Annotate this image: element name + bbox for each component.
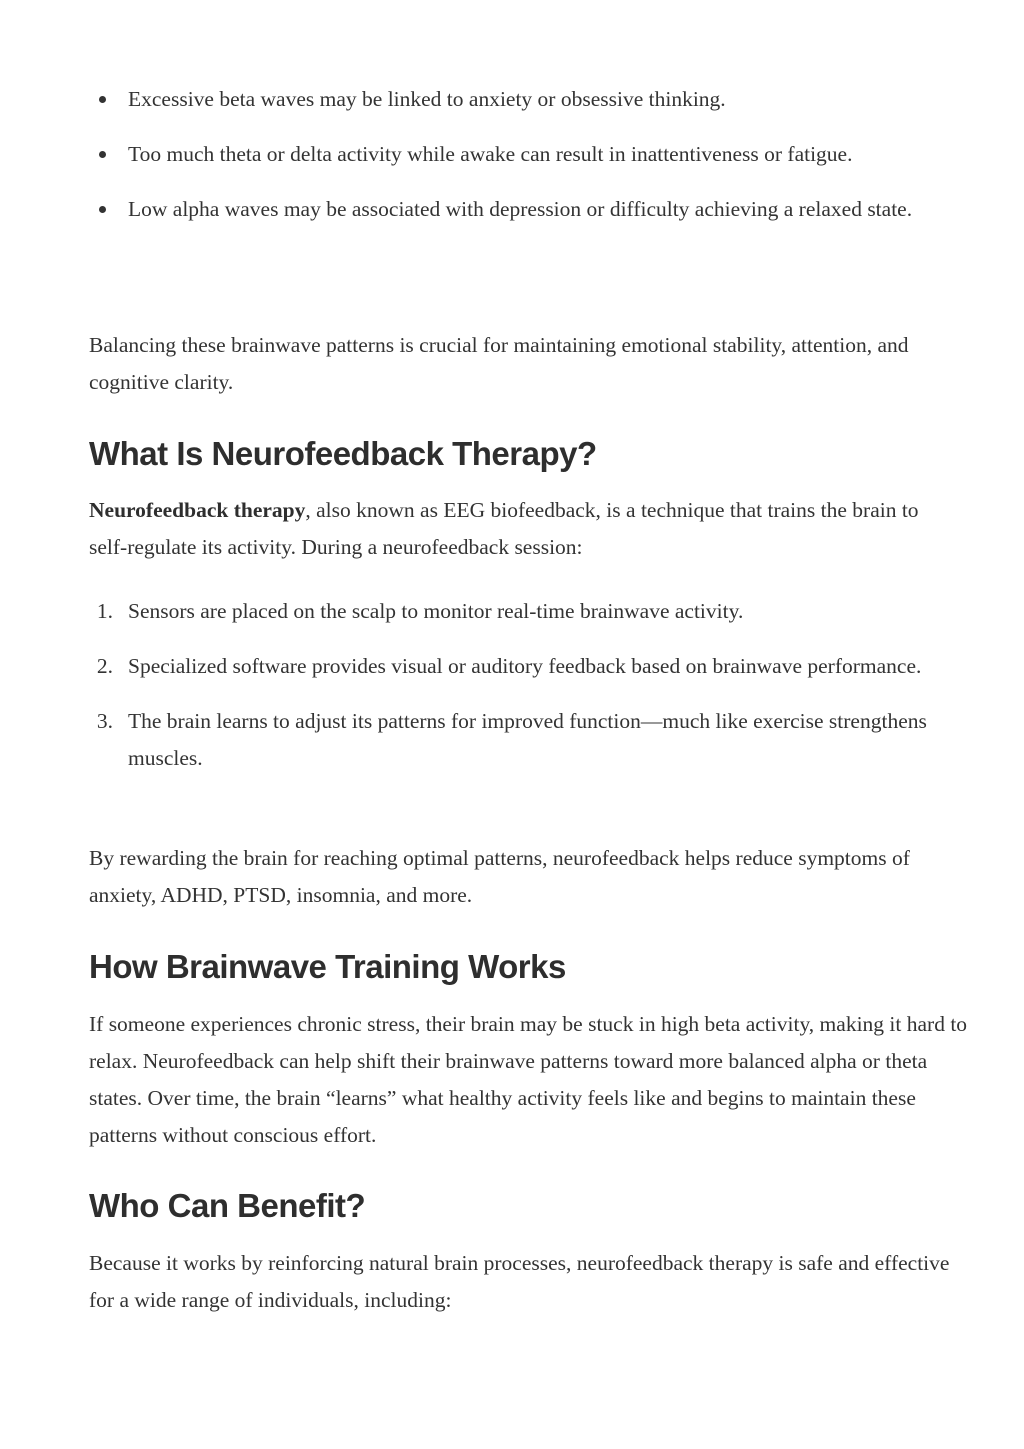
list-item xyxy=(89,703,958,777)
session-steps-list xyxy=(89,593,969,777)
neurofeedback-intro-paragraph xyxy=(89,492,959,566)
bullet-icon xyxy=(99,151,106,158)
list-item xyxy=(89,648,928,685)
section-heading-training: How Brainwave Training Works xyxy=(89,948,566,985)
list-item-text: Too much theta or delta activity while awake can result in inattentiveness or fatigue. xyxy=(128,142,853,166)
step-text: Sensors are placed on the scalp to monitor real-time brainwave activity. xyxy=(128,599,744,623)
list-item xyxy=(89,593,928,630)
step-text: The brain learns to adjust its patterns for improved function—much like exercise strengthens muscles. xyxy=(128,709,927,770)
list-item xyxy=(89,136,928,173)
list-item-text: Low alpha waves may be associated with depression or difficulty achieving a relaxed state. xyxy=(128,197,913,221)
step-number: 3. xyxy=(96,709,113,733)
neurofeedback-intro-text: , also known as EEG biofeedback, is a technique that trains the brain to self-regulate its activity. During a neurofeedback session: xyxy=(89,498,919,559)
list-item xyxy=(89,81,928,118)
step-text: Specialized software provides visual or auditory feedback based on brainwave performance. xyxy=(128,654,922,678)
list-item xyxy=(89,191,928,228)
brainwave-imbalance-list xyxy=(89,81,969,228)
neurofeedback-closing-paragraph: By rewarding the brain for reaching optimal patterns, neurofeedback helps reduce symptoms of anxiety, ADHD, PTSD, insomnia, and more. xyxy=(89,846,910,907)
bullet-icon xyxy=(99,96,106,103)
section-heading-benefit: Who Can Benefit? xyxy=(89,1187,366,1224)
training-paragraph: If someone experiences chronic stress, their brain may be stuck in high beta activity, making it hard to relax. Neurofeedback can help shift their brainwave patterns toward more balanced alpha or theta states. Over time, the brain “learns” what healthy activity feels like and begins to maintain these patterns without conscious effort. xyxy=(89,1012,968,1147)
balancing-paragraph: Balancing these brainwave patterns is crucial for maintaining emotional stability, attention, and cognitive clarity. xyxy=(89,333,909,394)
list-item-text: Excessive beta waves may be linked to anxiety or obsessive thinking. xyxy=(128,87,726,111)
section-heading-neurofeedback: What Is Neurofeedback Therapy? xyxy=(89,435,597,472)
step-number: 1. xyxy=(96,599,113,623)
step-number: 2. xyxy=(96,654,113,678)
neurofeedback-term: Neurofeedback therapy xyxy=(89,498,306,522)
benefit-paragraph: Because it works by reinforcing natural brain processes, neurofeedback therapy is safe and effective for a wide range of individuals, including: xyxy=(89,1251,950,1312)
bullet-icon xyxy=(99,206,106,213)
